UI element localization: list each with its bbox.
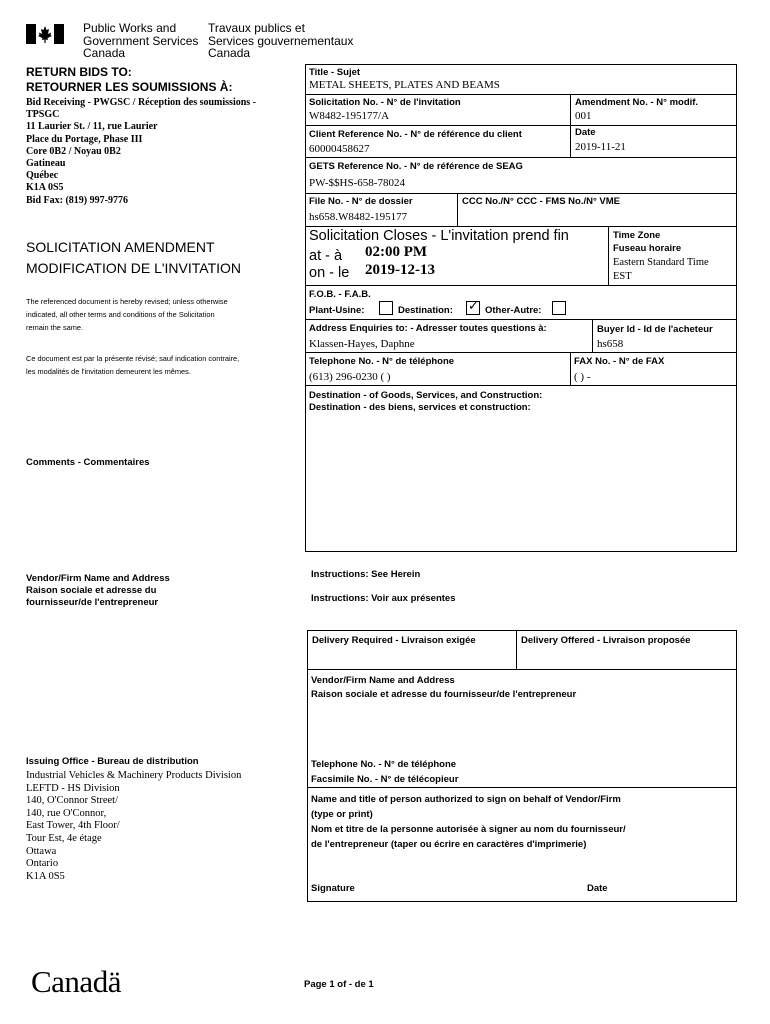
closes-on-label: on - le — [309, 265, 350, 281]
address-enquiries-value: Klassen-Hayes, Daphne — [309, 338, 415, 350]
amendment-number-value: 001 — [575, 110, 592, 122]
delivery-offered-label: Delivery Offered - Livraison proposée — [521, 635, 691, 646]
date-label: Date — [575, 127, 596, 138]
address-enquiries-label: Address Enquiries to: - Adresser toutes questions à: — [309, 323, 547, 334]
issuing-office-address: Industrial Vehicles & Machinery Products Division LEFTD - HS Division 140, O'Connor Street/ 140, rue O'Connor, East Tower, 4th Floor/ Tour Est, 4e étage Ottawa Ontario K1A 0S5 — [26, 770, 242, 882]
instructions-en: Instructions: See Herein — [311, 569, 421, 580]
date-value: 2019-11-21 — [575, 141, 626, 153]
comments-label: Comments - Commentaires — [26, 457, 150, 468]
telephone-value: (613) 296-0230 ( ) — [309, 371, 391, 383]
canada-wordmark: Canadä — [31, 964, 121, 999]
client-reference-label: Client Reference No. - N° de référence du client — [309, 129, 522, 140]
plant-label: Plant-Usine: — [309, 305, 365, 316]
department-name-en: Public Works and Government Services Canada — [83, 21, 199, 60]
vendor-name-label: Vendor/Firm Name and Address Raison sociale et adresse du fournisseur/de l'entrepreneur — [311, 675, 577, 700]
checkmark-icon: ✓ — [468, 299, 479, 314]
client-reference-value: 60000458627 — [309, 143, 370, 155]
issuing-office-label: Issuing Office - Bureau de distribution — [26, 756, 199, 767]
closes-date-value: 2019-12-13 — [365, 262, 435, 278]
ccc-number-label: CCC No./N° CCC - FMS No./N° VME — [462, 196, 621, 207]
closes-title: Solicitation Closes - L'invitation prend fin — [309, 228, 569, 244]
destination-checkbox[interactable] — [466, 301, 480, 315]
amendment-number-label: Amendment No. - N° modif. — [575, 97, 699, 108]
bid-receiving-address: Bid Receiving - PWGSC / Réception des soumissions - TPSGC 11 Laurier St. / 11, rue Laurier Place du Portage, Phase III Core 0B2 / Noyau 0B2 Gatineau Québec K1A 0S5 Bid Fax: (819) 997-9776 — [26, 97, 257, 206]
vendor-address-label: Vendor/Firm Name and Address Raison sociale et adresse du fournisseur/de l'entrepreneur — [26, 573, 170, 608]
other-checkbox[interactable] — [552, 301, 566, 315]
fax-value: ( ) - — [574, 371, 591, 383]
destination-label: Destination - of Goods, Services, and Construction: Destination - des biens, services et construction: — [309, 390, 543, 413]
amendment-title: SOLICITATION AMENDMENT MODIFICATION DE L'INVITATION — [26, 239, 242, 276]
plant-checkbox[interactable] — [379, 301, 393, 315]
buyer-id-label: Buyer Id - Id de l'acheteur — [597, 324, 713, 335]
telephone-label: Telephone No. - N° de téléphone — [309, 356, 455, 367]
amendment-notice-fr: Ce document est par la présente révisé; sauf indication contraire, les modalités de l'invitation demeurent les mêmes. — [26, 354, 240, 376]
closes-time-value: 02:00 PM — [365, 244, 428, 260]
authorized-person-label: Name and title of person authorized to sign on behalf of Vendor/Firm (type or print) Nom et titre de la personne autorisée à signer au nom du fournisseur/ de l'entrepreneur (taper ou écrire en caractères d'imprimerie) — [311, 794, 626, 850]
page-number: Page 1 of - de 1 — [304, 979, 374, 990]
gets-reference-value: PW-$$HS-658-78024 — [309, 177, 405, 189]
gets-reference-label: GETS Reference No. - N° de référence de SEAG — [309, 161, 523, 172]
instructions-fr: Instructions: Voir aux présentes — [311, 593, 456, 604]
fob-label: F.O.B. - F.A.B. — [309, 289, 371, 300]
return-bids-title: RETURN BIDS TO: RETOURNER LES SOUMISSIONS À: — [26, 65, 233, 94]
other-label: Other-Autre: — [485, 305, 542, 316]
fax-label: FAX No. - N° de FAX — [574, 356, 665, 367]
department-name-fr: Travaux publics et Services gouvernementaux Canada — [208, 21, 354, 60]
canada-flag-icon — [26, 24, 64, 44]
file-number-label: File No. - N° de dossier — [309, 196, 413, 207]
solicitation-number-value: W8482-195177/A — [309, 110, 390, 122]
closes-at-label: at - à — [309, 248, 343, 264]
vendor-telephone-label: Telephone No. - N° de téléphone — [311, 759, 457, 770]
solicitation-number-label: Solicitation No. - N° de l'invitation — [309, 97, 461, 108]
file-number-value: hs658.W8482-195177 — [309, 211, 408, 223]
vendor-fax-label: Facsimile No. - N° de télécopieur — [311, 774, 459, 785]
signature-date-label: Date — [587, 883, 608, 894]
title-label: Title - Sujet — [309, 67, 361, 78]
amendment-notice-en: The referenced document is hereby revised; unless otherwise indicated, all other terms and conditions of the Solicitation remain the same. — [26, 297, 228, 332]
time-zone-value: Eastern Standard Time EST — [613, 257, 709, 282]
signature-label: Signature — [311, 883, 355, 894]
delivery-required-label: Delivery Required - Livraison exigée — [312, 635, 476, 646]
destination-checkbox-label: Destination: — [398, 305, 453, 316]
time-zone-label: Time Zone Fuseau horaire — [613, 230, 682, 254]
buyer-id-value: hs658 — [597, 338, 624, 350]
title-value: METAL SHEETS, PLATES AND BEAMS — [309, 79, 500, 91]
